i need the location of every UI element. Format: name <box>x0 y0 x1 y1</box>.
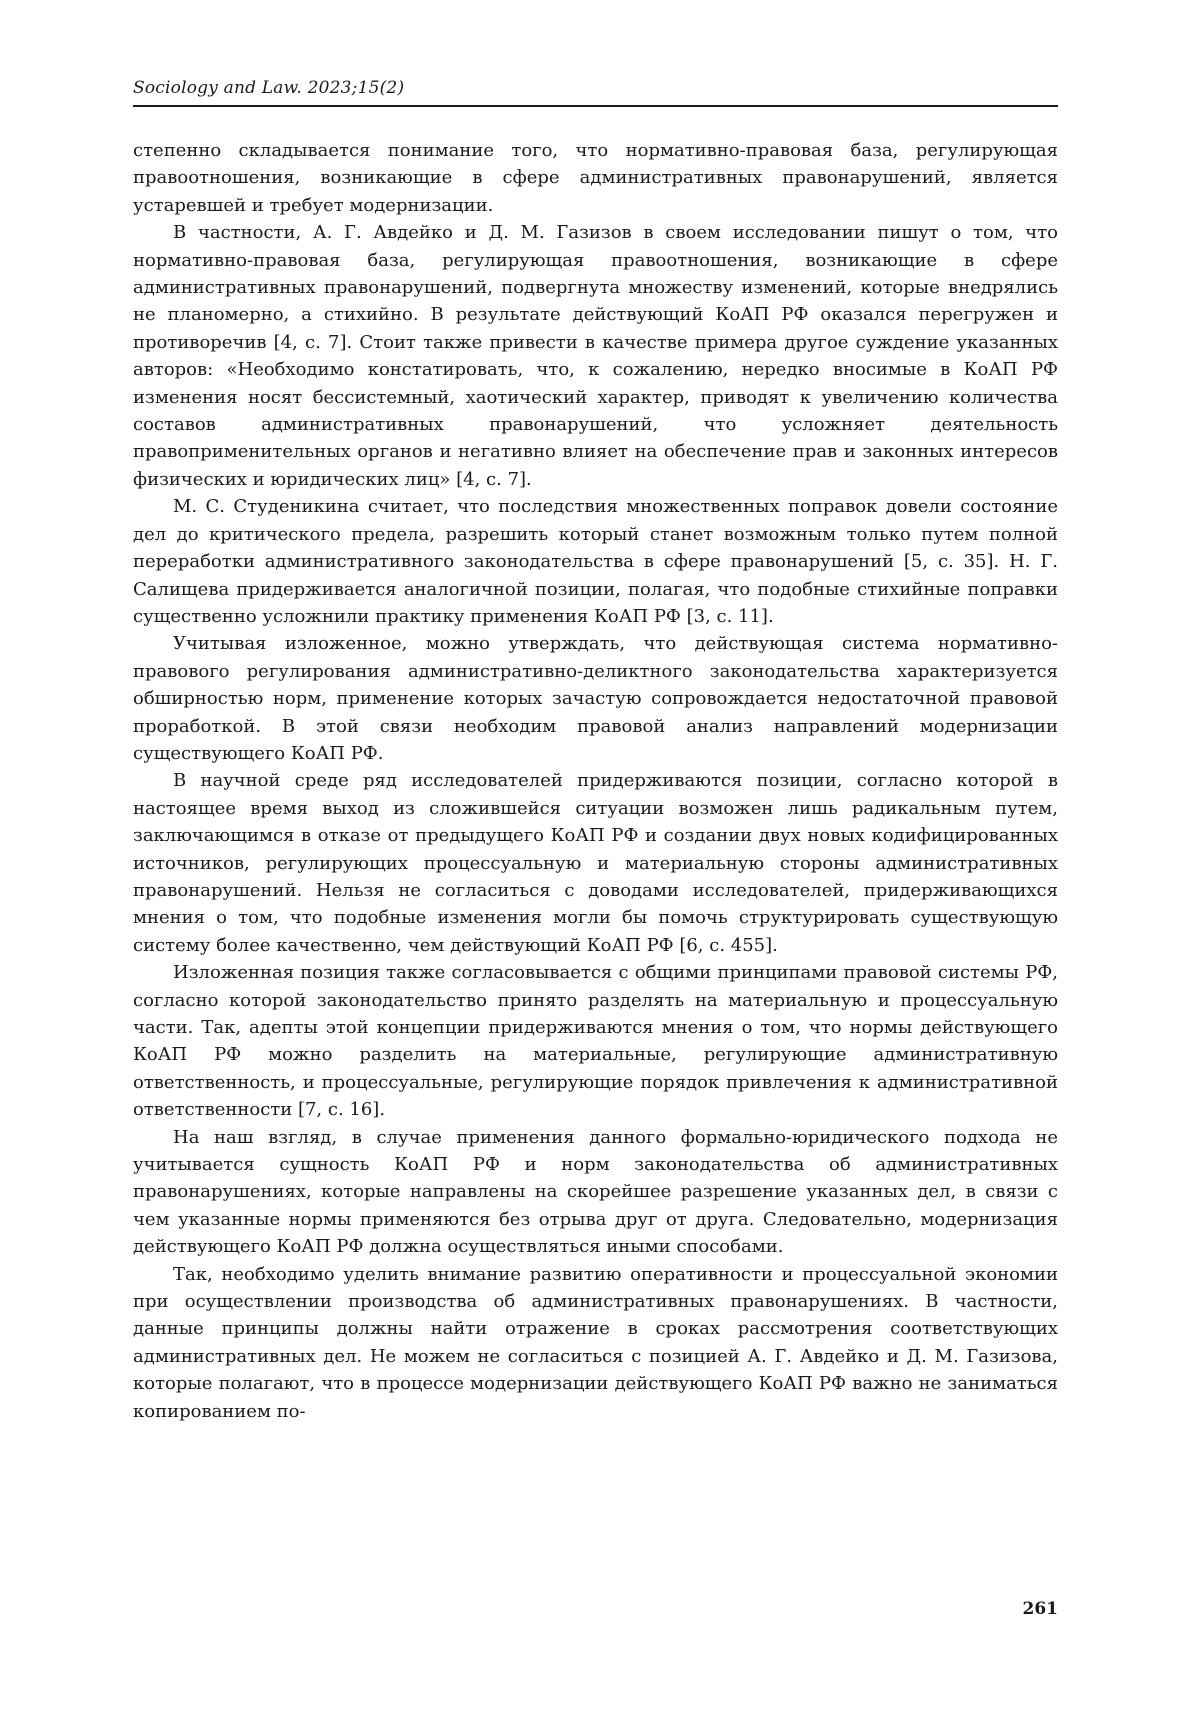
header-rule <box>133 105 1058 107</box>
paragraph: Учитывая изложенное, можно утверждать, что действующая система нормативно-правового регулирования административно-деликтного законодательства характеризуется обширностью норм, применение которых зачастую сопровождается недостаточной правовой проработкой. В этой связи необходим правовой анализ направлений модернизации существующего КоАП РФ. <box>133 633 1058 764</box>
paragraph: М. С. Студеникина считает, что последствия множественных поправок довели состояние дел до критического предела, разрешить который станет возможным только путем полной переработки административного законодательства в сфере правонарушений [5, с. 35]. Н. Г. Салищева придерживается аналогичной позиции, полагая, что подобные стихийные поправки существенно усложнили практику применения КоАП РФ [3, с. 11]. <box>133 496 1058 627</box>
paragraph: Изложенная позиция также согласовывается с общими принципами правовой системы РФ, согласно которой законодательство принято разделять на материальную и процессуальную части. Так, адепты этой концепции придерживаются мнения о том, что нормы действующего КоАП РФ можно разделить на материальные, регулирующие административную ответственность, и процессуальные, регулирующие порядок привлечения к административной ответственности [7, с. 16]. <box>133 962 1058 1121</box>
article-body <box>133 137 1058 1425</box>
paragraph-continuation: степенно складывается понимание того, что нормативно-правовая база, регулирующая правоотношения, возникающие в сфере административных правонарушений, является устаревшей и требует модернизации. <box>133 140 1058 216</box>
paragraph: На наш взгляд, в случае применения данного формально-юридического подхода не учитывается сущность КоАП РФ и норм законодательства об административных правонарушениях, которые направлены на скорейшее разрешение указанных дел, в связи с чем указанные нормы применяются без отрыва друг от друга. Следовательно, модернизация действующего КоАП РФ должна осуществляться иными способами. <box>133 1126 1058 1258</box>
paragraph: В частности, А. Г. Авдейко и Д. М. Газизов в своем исследовании пишут о том, что нормативно-правовая база, регулирующая правоотношения, возникающие в сфере административных правонарушений, подвергнута множеству изменений, которые внедрялись не планомерно, а стихийно. В результате действующий КоАП РФ оказался перегружен и противоречив [4, с. 7]. Стоит также привести в качестве примера другое суждение указанных авторов: «Необходимо констатировать, что, к сожалению, нередко вносимые в КоАП РФ изменения носят бессистемный, хаотический характер, приводят к увеличению количества составов административных правонарушений, что усложняет деятельность правоприменительных органов и негативно влияет на обеспечение прав и законных интересов физических и юридических лиц» [4, с. 7]. <box>133 222 1058 490</box>
paragraph: В научной среде ряд исследователей придерживаются позиции, согласно которой в настоящее время выход из сложившейся ситуации возможен лишь радикальным путем, заключающимся в отказе от предыдущего КоАП РФ и создании двух новых кодифицированных источников, регулирующих процессуальную и материальную стороны административных правонарушений. Нельзя не согласиться с доводами исследователей, придерживающихся мнения о том, что подобные изменения могли бы помочь структурировать существующую систему более качественно, чем действующий КоАП РФ [6, с. 455]. <box>133 770 1058 956</box>
running-header: Sociology and Law. 2023;15(2) <box>133 78 405 98</box>
paragraph: Так, необходимо уделить внимание развитию оперативности и процессуальной экономии при осуществлении производства об административных правонарушениях. В частности, данные принципы должны найти отражение в сроках рассмотрения соответствующих административных дел. Не можем не согласиться с позицией А. Г. Авдейко и Д. М. Газизова, которые полагают, что в процессе модернизации действующего КоАП РФ важно не заниматься копированием по- <box>133 1263 1058 1422</box>
page-number: 261 <box>1022 1599 1058 1619</box>
